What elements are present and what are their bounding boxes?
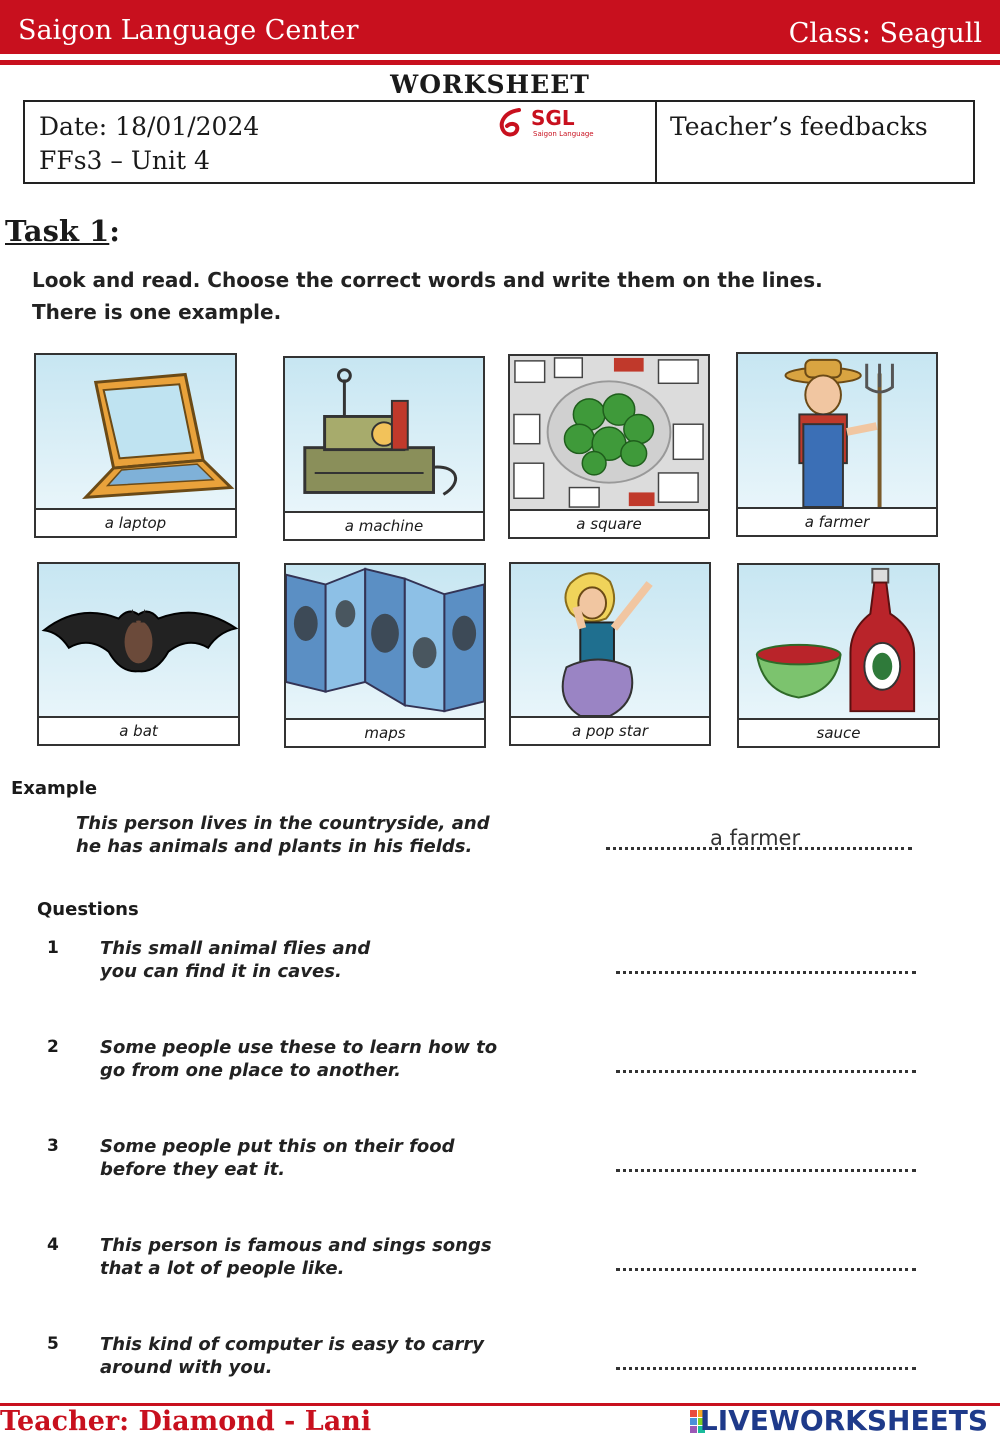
center-name: Saigon Language Center bbox=[18, 15, 359, 46]
picture-card bbox=[737, 563, 940, 748]
answer-line-1[interactable] bbox=[616, 971, 916, 974]
sauce-icon bbox=[739, 565, 938, 720]
laptop-icon bbox=[36, 355, 235, 510]
pop-star-icon bbox=[511, 564, 709, 718]
sgl-logo bbox=[495, 106, 595, 142]
question-number: 1 bbox=[47, 938, 59, 958]
picture-card bbox=[37, 562, 240, 746]
farmer-icon bbox=[738, 354, 936, 509]
card-caption: sauce bbox=[816, 724, 861, 742]
card-caption: a bat bbox=[119, 722, 158, 740]
info-box-divider bbox=[655, 102, 657, 182]
card-caption: a square bbox=[576, 515, 642, 533]
liveworksheets-brand[interactable]: LIVEWORKSHEETS bbox=[699, 1404, 988, 1437]
instruction-line-2: There is one example. bbox=[32, 300, 282, 324]
bat-icon bbox=[39, 564, 238, 718]
date-text: Date: 18/01/2024 bbox=[39, 112, 260, 141]
question-text-line-1: This kind of computer is easy to carry bbox=[100, 1334, 485, 1355]
machine-icon bbox=[285, 358, 483, 513]
example-answer: a farmer bbox=[710, 826, 801, 850]
card-caption: a pop star bbox=[571, 722, 648, 740]
card-caption: a farmer bbox=[804, 513, 870, 531]
teacher-feedback-label: Teacher’s feedbacks bbox=[670, 112, 928, 141]
answer-line-4[interactable] bbox=[616, 1268, 916, 1271]
question-text-line-2: that a lot of people like. bbox=[100, 1258, 345, 1279]
questions-heading: Questions bbox=[37, 899, 139, 920]
example-line-2: he has animals and plants in his fields. bbox=[76, 836, 473, 857]
example-line-1: This person lives in the countryside, and bbox=[76, 813, 490, 834]
question-text-line-1: This small animal flies and bbox=[100, 938, 371, 959]
card-caption: a laptop bbox=[104, 514, 167, 532]
question-number: 5 bbox=[47, 1334, 59, 1354]
picture-card bbox=[34, 353, 237, 538]
teacher-name: Teacher: Diamond - Lani bbox=[0, 1406, 372, 1437]
answer-line-2[interactable] bbox=[616, 1070, 916, 1073]
question-text-line-1: Some people put this on their food bbox=[100, 1136, 455, 1157]
answer-line-5[interactable] bbox=[616, 1367, 916, 1370]
card-caption: maps bbox=[364, 724, 406, 742]
class-name: Class: Seagull bbox=[788, 18, 982, 49]
task-heading bbox=[5, 214, 120, 248]
example-answer-line bbox=[606, 847, 912, 850]
task-colon: : bbox=[109, 214, 121, 248]
maps-icon bbox=[286, 565, 484, 720]
question-number: 3 bbox=[47, 1136, 59, 1156]
header-bar bbox=[0, 0, 1000, 54]
picture-card bbox=[283, 356, 485, 541]
unit-text: FFs3 – Unit 4 bbox=[39, 146, 210, 175]
example-heading: Example bbox=[11, 778, 98, 799]
picture-card bbox=[508, 354, 710, 539]
square-icon bbox=[510, 356, 708, 511]
picture-card bbox=[284, 563, 486, 748]
question-text-line-2: before they eat it. bbox=[100, 1159, 286, 1180]
question-number: 4 bbox=[47, 1235, 59, 1255]
info-box bbox=[23, 100, 975, 184]
task-label: Task 1 bbox=[5, 214, 110, 248]
instruction-line-1: Look and read. Choose the correct words and write them on the lines. bbox=[32, 268, 823, 292]
question-number: 2 bbox=[47, 1037, 59, 1057]
logo-text: SGL bbox=[531, 106, 575, 130]
worksheet-title: WORKSHEET bbox=[390, 70, 590, 99]
logo-subtext: Saigon Language bbox=[533, 130, 594, 138]
sgl-logo-icon bbox=[495, 106, 527, 140]
answer-line-3[interactable] bbox=[616, 1169, 916, 1172]
question-text-line-1: This person is famous and sings songs bbox=[100, 1235, 492, 1256]
question-text-line-2: you can find it in caves. bbox=[100, 961, 342, 982]
question-text-line-2: go from one place to another. bbox=[100, 1060, 401, 1081]
picture-card bbox=[509, 562, 711, 746]
header-divider bbox=[0, 60, 1000, 65]
question-text-line-1: Some people use these to learn how to bbox=[100, 1037, 498, 1058]
question-text-line-2: around with you. bbox=[100, 1357, 273, 1378]
card-caption: a machine bbox=[344, 517, 424, 535]
picture-card bbox=[736, 352, 938, 537]
